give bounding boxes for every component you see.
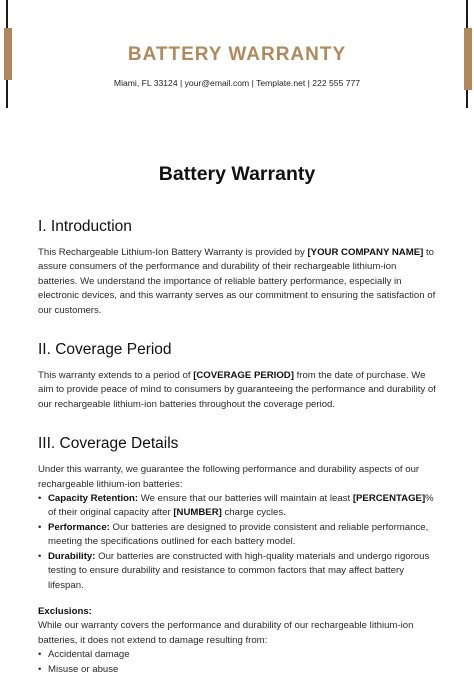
- list-item-text: % of their original capacity after: [48, 493, 434, 519]
- list-item: • Performance: Our batteries are designed to provide consistent and reliable performance, meeting the specifications outlined for each battery model.: [38, 521, 429, 548]
- exclusions-label: Exclusions:: [38, 605, 92, 617]
- exclusions-intro: While our warranty covers the performance and durability of our rechargeable lithium-ion batteries, it does not extend to damage resulting from:: [38, 620, 414, 646]
- period-placeholder: [COVERAGE PERIOD]: [193, 370, 294, 382]
- intro-text-post: to assure consumers of the performance and durability of their rechargeable lithium-ion batteries. We understand the importance of reliable battery performance, especially in electronic devices, and this warranty serves as our commitment to ensuring the satisfaction of our customers.: [38, 247, 436, 316]
- document-body: [38, 216, 438, 677]
- exclusions-list: [38, 648, 438, 677]
- list-item-text: Our batteries are designed to provide consistent and reliable performance, meeting the specifications outlined for each battery model.: [48, 521, 429, 548]
- list-item-text: charge cycles.: [221, 507, 286, 519]
- exclusions-heading: [38, 605, 438, 619]
- list-item-label: Performance:: [48, 521, 110, 533]
- section-heading-coverage-details: III. Coverage Details: [38, 435, 179, 453]
- intro-text-pre: This Rechargeable Lithium-Ion Battery Warranty is provided by: [38, 247, 308, 258]
- list-item: • Durability: Our batteries are constructed with high-quality materials and undergo rigorous testing to ensure durability and resistance to common factors that may affect battery lifespan.: [38, 550, 430, 591]
- coverage-period-paragraph: [38, 369, 438, 412]
- number-placeholder: [NUMBER]: [173, 507, 222, 519]
- header-contact: Miami, FL 33124 | your@email.com | Template.net | 222 555 777: [113, 78, 361, 88]
- list-item-text: We ensure that our batteries will maintain at least: [138, 493, 353, 505]
- document-title: Battery Warranty: [158, 163, 316, 185]
- list-item-label: Durability:: [48, 550, 96, 562]
- company-placeholder: [YOUR COMPANY NAME]: [307, 247, 424, 258]
- header-title: BATTERY WARRANTY: [127, 44, 347, 65]
- exclusion-item: Accidental damage: [48, 649, 130, 661]
- exclusion-item: Misuse or abuse: [48, 663, 119, 675]
- list-item-label: Capacity Retention:: [48, 493, 139, 505]
- period-text-pre: This warranty extends to a period of: [38, 370, 194, 382]
- coverage-details-list: [38, 492, 438, 593]
- list-item: • Accidental damage: [38, 649, 130, 661]
- list-item: • Misuse or abuse: [38, 663, 119, 675]
- list-item-text: Our batteries are constructed with high-quality materials and undergo rigorous testing to ensure durability and resistance to common factors that may affect battery lifespan.: [48, 550, 430, 591]
- section-heading-coverage-period: II. Coverage Period: [38, 341, 172, 359]
- introduction-paragraph: [38, 246, 438, 318]
- period-text-post: from the date of purchase. We aim to provide peace of mind to consumers by guaranteeing the performance and durability of our rechargeable lithium-ion batteries throughout the coverage period.: [38, 370, 436, 410]
- coverage-details-intro: Under this warranty, we guarantee the following performance and durability aspects of our rechargeable lithium-ion batteries:: [38, 464, 420, 490]
- percentage-placeholder: [PERCENTAGE]: [352, 493, 426, 505]
- list-item: • Capacity Retention: We ensure that our batteries will maintain at least [PERCENTAGE]% of their original capacity after [NUMBER] charge cycles.: [38, 493, 434, 519]
- section-heading-introduction: I. Introduction: [38, 218, 132, 235]
